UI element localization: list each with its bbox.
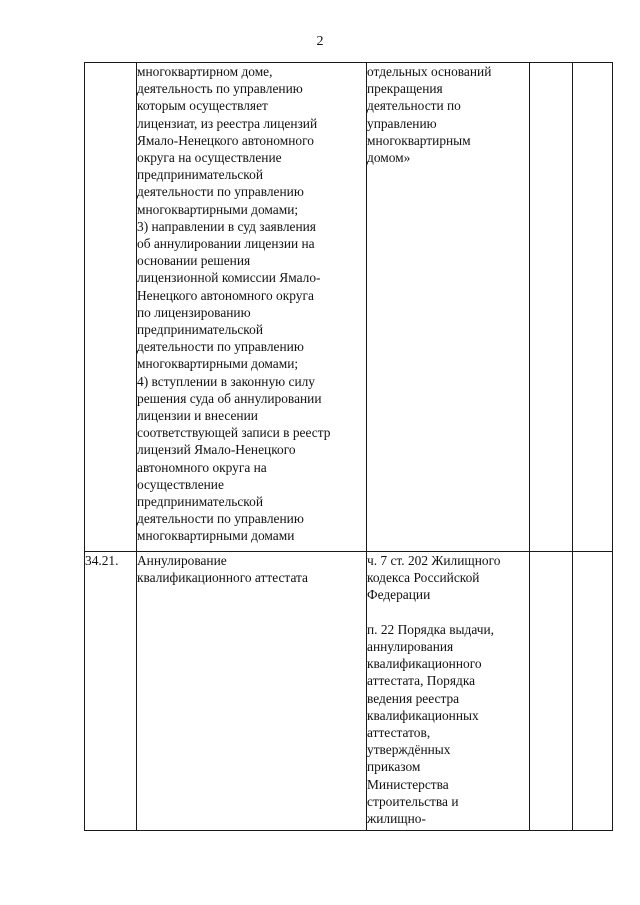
text-line: лицензиат, из реестра лицензий (137, 115, 318, 131)
description-text (137, 552, 366, 586)
text-line: прекращения (367, 81, 443, 97)
text-line: соответствующей записи в реестр (137, 425, 331, 441)
row-number-cell (85, 63, 137, 552)
text-line: домом» (367, 150, 411, 166)
text-line: многоквартирными домами; (137, 356, 299, 372)
table-row-continuation (85, 63, 613, 552)
text-line: управлению (367, 115, 437, 131)
text-line: лицензий Ямало-Ненецкого (137, 442, 296, 458)
text-line: деятельности по управлению (137, 339, 304, 355)
text-line: квалификационного аттестата (137, 570, 308, 586)
text-line: квалификационного (367, 656, 482, 672)
text-line: Федерации (367, 587, 431, 603)
legal-basis-cell (367, 63, 530, 552)
text-line: Министерства (367, 776, 449, 792)
page-number: 2 (316, 34, 324, 49)
text-line: аннулирования (367, 639, 454, 654)
text-line: приказом (367, 759, 421, 775)
text-line: аттестатов, (367, 725, 431, 741)
row-number: 34.21. (85, 553, 119, 568)
text-line: об аннулировании лицензии на (137, 236, 315, 252)
text-line: отдельных оснований (367, 64, 492, 79)
text-line: 3) направлении в суд заявления (137, 218, 316, 234)
text-line: осуществление (137, 476, 224, 492)
legal-basis-text (367, 552, 529, 827)
text-line: Аннулирование (137, 553, 227, 568)
text-line: многоквартирными домами; (137, 201, 299, 217)
text-line: аттестата, Порядка (367, 673, 476, 689)
description-cell (137, 63, 367, 552)
description-cell (137, 552, 367, 831)
text-line: ч. 7 ст. 202 Жилищного (367, 553, 501, 568)
table-row-34-21 (85, 552, 613, 831)
row-number-cell (85, 552, 137, 831)
text-line: деятельности по управлению (137, 511, 304, 527)
text-line: автономного округа на (137, 459, 267, 475)
text-line: Ненецкого автономного округа (137, 287, 314, 303)
text-line: жилищно- (367, 811, 426, 827)
legal-basis-cell (367, 552, 530, 831)
text-line: многоквартирными домами (137, 528, 295, 544)
empty-cell (573, 63, 613, 552)
document-table (84, 62, 613, 831)
text-line: ведения реестра (367, 690, 460, 706)
text-line: деятельности по управлению (137, 184, 304, 200)
text-line: многоквартирном доме, (137, 64, 273, 79)
text-line: предпринимательской (137, 322, 263, 338)
text-line: утверждённых (367, 742, 451, 758)
text-line: многоквартирным (367, 132, 471, 148)
text-line: 4) вступлении в законную силу (137, 373, 315, 389)
text-line: основании решения (137, 253, 251, 269)
text-line: п. 22 Порядка выдачи, (367, 621, 495, 637)
empty-cell (530, 552, 573, 831)
text-line: решения суда об аннулировании (137, 390, 322, 406)
text-line: деятельности по (367, 98, 461, 114)
text-line: которым осуществляет (137, 98, 268, 114)
text-line: предпринимательской (137, 494, 263, 510)
blank-line (367, 604, 529, 621)
text-line: лицензионной комиссии Ямало- (137, 270, 321, 286)
empty-cell (573, 552, 613, 831)
text-line: кодекса Российской (367, 570, 480, 586)
text-line: Ямало-Ненецкого автономного (137, 132, 314, 148)
text-line: лицензии и внесении (137, 408, 258, 424)
text-line: строительства и (367, 793, 459, 809)
empty-cell (530, 63, 573, 552)
description-text (137, 63, 366, 545)
text-line: квалификационных (367, 707, 479, 723)
text-line: предпринимательской (137, 167, 263, 183)
legal-basis-text (367, 63, 529, 166)
text-line: округа на осуществление (137, 150, 282, 166)
text-line: деятельность по управлению (137, 81, 303, 97)
text-line: по лицензированию (137, 304, 251, 320)
